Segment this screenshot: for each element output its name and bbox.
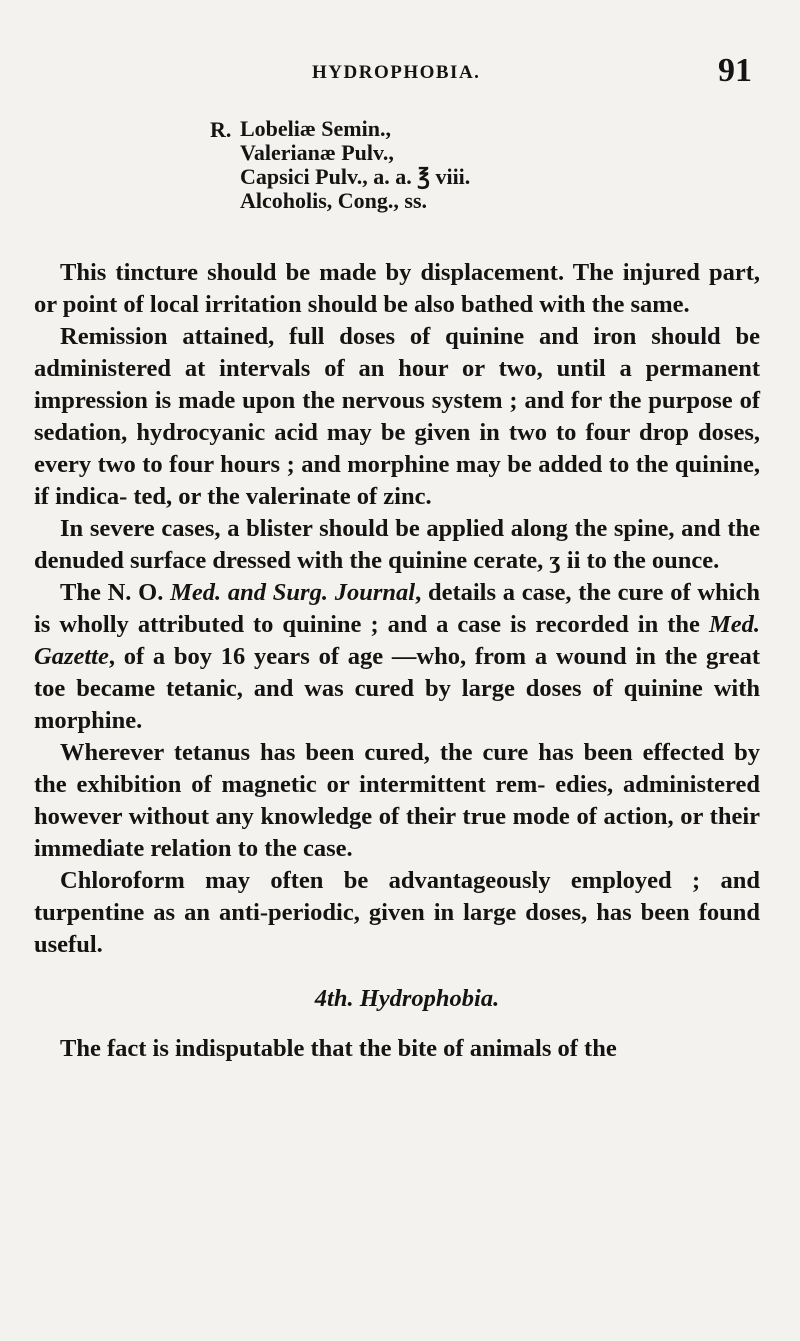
text-run: , of a boy 16 years of age —who, from a wound in the great toe became tetanic, and was cured by large doses of quinine with morphine.	[34, 643, 760, 734]
paragraph-remission: Remission attained, full doses of quinine and iron should be administered at intervals of an hour or two, until a permanent impression is made upon the nervous system ; and for the purpose of sedation, hydrocyanic acid may be given in two to four drop doses, every two to four hours ; and morphine may be added to the quinine, if indica- ted, or the valerinate of zinc.	[34, 323, 760, 510]
body-text	[34, 257, 760, 1065]
recipe-line: Valerianæ Pulv.,	[240, 140, 394, 165]
recipe-symbol: R.	[210, 117, 232, 142]
paragraph-journal-case	[34, 577, 760, 737]
running-title: HYDROPHOBIA.	[312, 62, 481, 83]
paragraph-severe-cases: In severe cases, a blister should be applied along the spine, and the denuded surface dressed with the quinine cerate, ʒ ii to the ounce.	[34, 515, 760, 574]
recipe-line: Capsici Pulv., a. a. ℥ viii.	[240, 164, 471, 189]
paragraph-hydrophobia-start: The fact is indisputable that the bite of animals of the	[60, 1035, 617, 1062]
recipe-line: Lobeliæ Semin.,	[240, 116, 391, 141]
recipe-line: Alcoholis, Cong., ss.	[240, 188, 428, 213]
paragraph-tetanus: Wherever tetanus has been cured, the cure has been effected by the exhibition of magnetic or intermittent rem- edies, administered however without any knowledge of their true mode of action, or their immediate relation to the case.	[34, 739, 760, 862]
paragraph-tincture: This tincture should be made by displacement. The injured part, or point of local irritation should be also bathed with the same.	[34, 259, 760, 318]
text-run: The N. O.	[60, 579, 171, 606]
section-heading: 4th. Hydrophobia.	[314, 985, 500, 1012]
running-head	[252, 52, 752, 92]
journal-title: Med. and Surg. Journal	[170, 579, 416, 606]
page-number: 91	[718, 52, 752, 89]
prescription-block	[210, 116, 471, 213]
gazette-title: Med. Gazette	[34, 611, 760, 670]
text-run: , details a case, the cure of which is wholly attributed to quinine ; and a case is recorded in the	[34, 579, 760, 638]
paragraph-chloroform: Chloroform may often be advantageously employed ; and turpentine as an anti-periodic, given in large doses, has been found useful.	[34, 867, 760, 958]
